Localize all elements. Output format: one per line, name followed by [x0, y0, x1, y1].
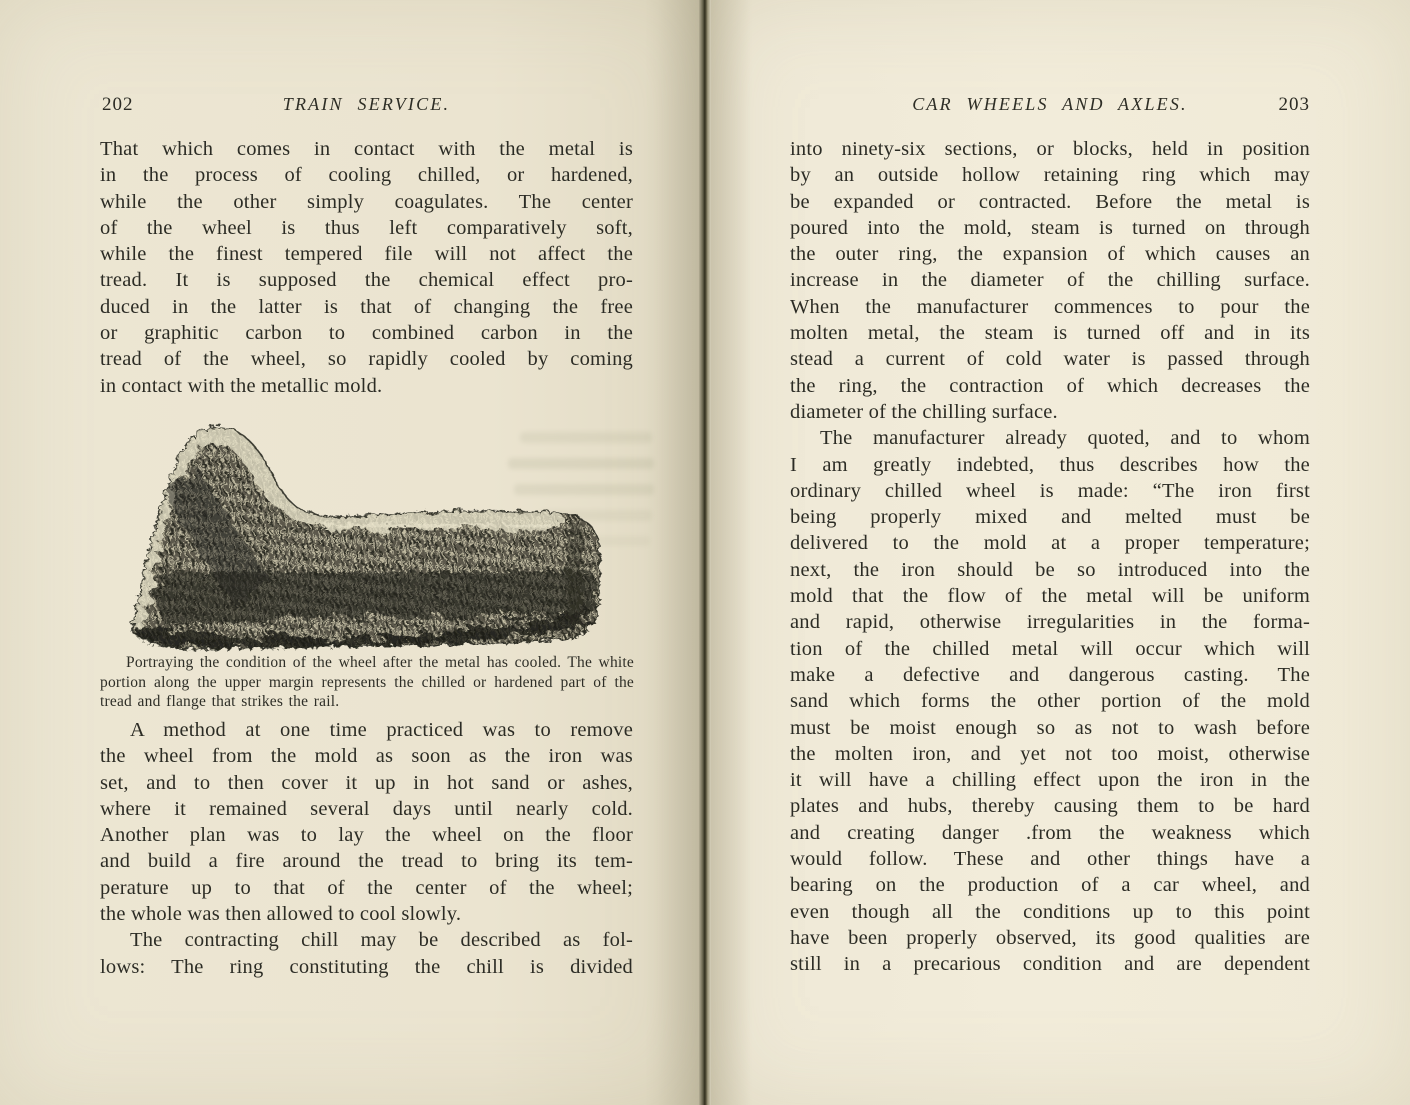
text-line: still in a precarious condition and are dependent — [790, 953, 1310, 976]
text-line: the ring, the contraction of which decreases the — [790, 374, 1310, 397]
left-running-header: TRAIN SERVICE. — [282, 94, 451, 114]
text-line: molten metal, the steam is turned off and in its — [790, 322, 1310, 345]
text-line: while the finest tempered file will not affect the — [100, 243, 633, 266]
text-line: perature up to that of the center of the wheel; — [100, 876, 633, 899]
text-line: That which comes in contact with the metal is — [100, 138, 633, 160]
text-line: make a defective and dangerous casting. The — [790, 663, 1310, 686]
text-line: the outer ring, the expansion of which causes an — [790, 243, 1310, 266]
left-page-header-row — [100, 94, 633, 122]
text-line: while the other simply coagulates. The center — [100, 190, 633, 213]
text-line: by an outside hollow retaining ring which may — [790, 164, 1310, 187]
right-page-body — [790, 136, 1310, 978]
text-line: have been properly observed, its good qualities are — [790, 926, 1310, 949]
text-line: bearing on the production of a car wheel, and — [790, 874, 1310, 897]
left-page-number: 202 — [102, 94, 134, 115]
text-line: the wheel from the mold as soon as the iron was — [100, 745, 633, 768]
text-line: in contact with the metallic mold. — [100, 374, 383, 397]
wheel-section-engraving — [118, 420, 608, 652]
text-line: plates and hubs, thereby causing them to be hard — [790, 795, 1310, 818]
text-line: diameter of the chilling surface. — [790, 400, 1058, 423]
text-line: of the wheel is thus left comparatively soft, — [100, 216, 633, 239]
right-running-header: CAR WHEELS AND AXLES. — [912, 94, 1188, 114]
text-line: A method at one time practiced was to remove — [130, 719, 633, 741]
text-line: increase in the diameter of the chilling surface. — [790, 269, 1310, 292]
left-page-body-top — [100, 136, 633, 399]
text-line: the whole was then allowed to cool slowly. — [100, 903, 462, 926]
book-gutter — [699, 0, 711, 1105]
text-line: Another plan was to lay the wheel on the floor — [100, 824, 633, 847]
text-line: next, the iron should be so introduced into the — [790, 558, 1310, 581]
text-line: it will have a chilling effect upon the iron in the — [790, 769, 1310, 792]
text-line: being properly mixed and melted must be — [790, 506, 1310, 529]
text-line: delivered to the mold at a proper temperature; — [790, 532, 1310, 555]
right-page-number: 203 — [1278, 94, 1310, 115]
text-line: set, and to then cover it up in hot sand or ashes, — [100, 771, 633, 794]
text-line: and rapid, otherwise irregularities in the forma- — [790, 611, 1310, 634]
text-line: or graphitic carbon to combined carbon in the — [100, 322, 633, 345]
text-line: When the manufacturer commences to pour the — [790, 295, 1310, 318]
text-line: The contracting chill may be described as fol- — [130, 929, 633, 952]
text-line: in the process of cooling chilled, or hardened, — [100, 164, 633, 187]
text-line: tread of the wheel, so rapidly cooled by coming — [100, 348, 633, 371]
text-line: even though all the conditions up to this point — [790, 900, 1310, 923]
text-line: tion of the chilled metal will occur which will — [790, 637, 1310, 660]
right-page-header-row — [790, 94, 1310, 122]
text-line: The manufacturer already quoted, and to whom — [820, 427, 1310, 450]
left-page-body-bottom — [100, 717, 633, 980]
text-line: sand which forms the other portion of the mold — [790, 690, 1310, 713]
text-line: would follow. These and other things have a — [790, 848, 1310, 871]
text-line: tread. It is supposed the chemical effect pro- — [100, 269, 633, 292]
text-line: the molten iron, and yet not too moist, otherwise — [790, 742, 1310, 765]
text-line: I am greatly indebted, thus describes how the — [790, 453, 1310, 476]
figure-caption: Portraying the condition of the wheel after the metal has cooled. The white portion along the upper margin represents the chilled or hardened part of the tread and flange that strikes the rail. — [100, 654, 634, 710]
text-line: be expanded or contracted. Before the metal is — [790, 190, 1310, 213]
text-line: into ninety-six sections, or blocks, held in position — [790, 138, 1310, 160]
text-line: mold that the flow of the metal will be uniform — [790, 585, 1310, 608]
text-line: lows: The ring constituting the chill is divided — [100, 955, 633, 978]
text-line: must be moist enough so as not to wash before — [790, 716, 1310, 739]
text-line: stead a current of cold water is passed through — [790, 348, 1310, 371]
text-line: and creating danger .from the weakness which — [790, 821, 1310, 844]
text-line: and build a fire around the tread to bring its tem- — [100, 850, 633, 873]
wheel-section-engraving-svg — [118, 420, 608, 652]
text-line: duced in the latter is that of changing the free — [100, 295, 633, 318]
text-line: ordinary chilled wheel is made: “The iron first — [790, 479, 1310, 502]
text-line: where it remained several days until nearly cold. — [100, 797, 633, 820]
text-line: poured into the mold, steam is turned on through — [790, 216, 1310, 239]
